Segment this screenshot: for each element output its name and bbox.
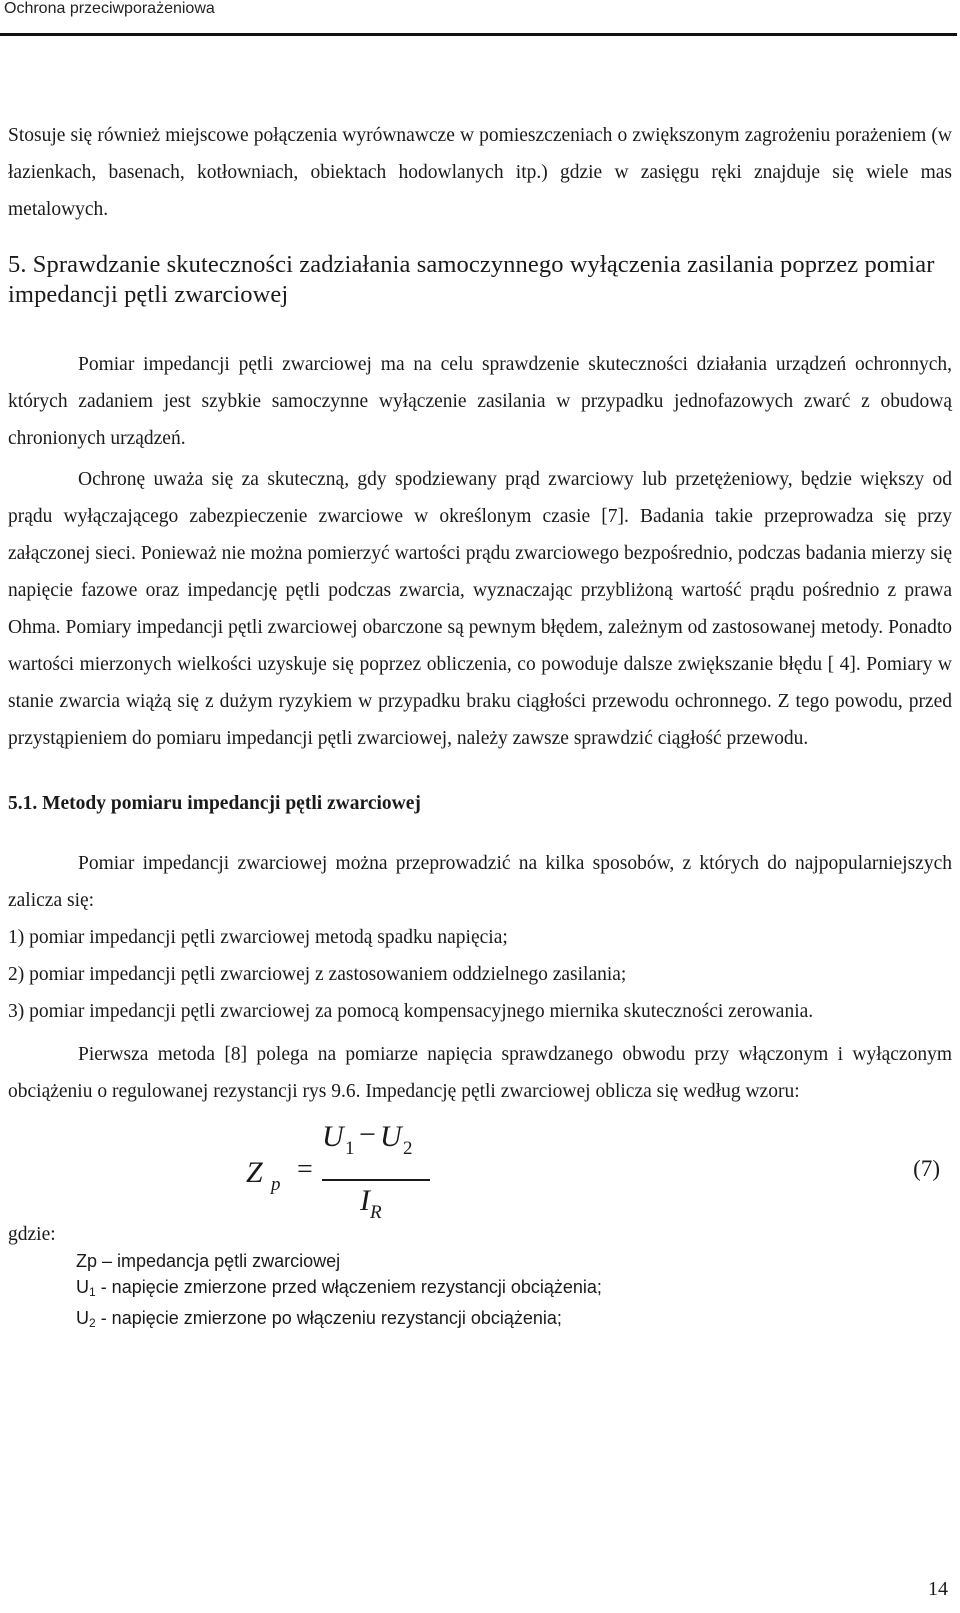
definition-u1-text: - napięcie zmierzone przed włączeniem rezystancji obciążenia; [95, 1277, 602, 1297]
formula-numerator-subscript-2: 2 [403, 1138, 413, 1159]
symbol-definitions [76, 1248, 952, 1336]
formula-denominator-subscript: R [370, 1202, 382, 1223]
definition-zp: Zp – impedancja pętli zwarciowej [76, 1251, 341, 1271]
paragraph-section-purpose: Pomiar impedancji pętli zwarciowej ma na celu sprawdzenie skuteczności działania urządzeń ochronnych, których zadaniem jest szybkie samoczynne wyłączenie zasilania w przypadku jednofazowych zwarć z obudową chronionych urządzeń. [8, 354, 952, 449]
definition-u2-symbol: U [76, 1308, 89, 1328]
definition-u2 [76, 1305, 952, 1336]
paragraph-intro: Stosuje się również miejscowe połączenia wyrównawcze w pomieszczeniach o zwiększonym zagrożeniu porażeniem (w łazienkach, basenach, kotłowniach, obiektach hodowlanych itp.) gdzie w zasięgu ręki znajduje się wiele mas metalowych. [8, 125, 952, 220]
formula-minus-sign: − [359, 1118, 376, 1151]
formula-block [8, 1118, 952, 1223]
impedance-formula [246, 1118, 446, 1223]
definition-u2-subscript: 2 [89, 1316, 96, 1330]
definition-u2-text: - napięcie zmierzone po włączeniu rezystancji obciążenia; [95, 1308, 562, 1328]
formula-denominator-symbol: I [360, 1184, 370, 1217]
subsection-title: 5.1. Metody pomiaru impedancji pętli zwarciowej [8, 793, 421, 814]
method-item-3: 3) pomiar impedancji pętli zwarciowej za pomocą kompensacyjnego miernika skuteczności zerowania. [8, 1001, 814, 1022]
where-label: gdzie: [8, 1224, 56, 1245]
page-number: 14 [928, 1578, 948, 1600]
formula-lhs-subscript: p [271, 1174, 281, 1195]
formula-numerator-subscript-1: 1 [345, 1138, 355, 1159]
paragraph-section-effectiveness: Ochronę uważa się za skuteczną, gdy spodziewany prąd zwarciowy lub przetężeniowy, będzie większy od prądu wyłączającego zabezpieczenie zwarciowe w określonym czasie [7]. Badania takie przeprowadza się przy załączonej sieci. Ponieważ nie można pomierzyć wartości prądu zwarciowego bezpośrednio, podczas badania mierzy się napięcie fazowe oraz impedancję pętli podczas zwarcia, wyznaczając przybliżoną wartość prądu pośrednio z prawa Ohma. Pomiary impedancji pętli zwarciowej obarczone są pewnym błędem, zależnym od zastosowanej metody. Ponadto wartości mierzonych wielkości uzyskuje się poprzez obliczenia, co powoduje dalsze zwiększanie błędu [ 4]. Pomiary w stanie zwarcia wiążą się z dużym ryzykiem w przypadku braku ciągłości przewodu ochronnego. Z tego powodu, przed przystąpieniem do pomiaru impedancji pętli zwarciowej, należy zawsze sprawdzić ciągłość przewodu. [8, 469, 952, 749]
page-content [8, 117, 952, 1336]
section-title: 5. Sprawdzanie skuteczności zadziałania samoczynnego wyłączenia zasilania poprzez pomiar impedancji pętli zwarciowej [8, 251, 935, 308]
method-item-1: 1) pomiar impedancji pętli zwarciowej metodą spadku napięcia; [8, 927, 508, 948]
method-item-2: 2) pomiar impedancji pętli zwarciowej z zastosowaniem oddzielnego zasilania; [8, 964, 627, 985]
paragraph-methods-intro: Pomiar impedancji zwarciowej można przeprowadzić na kilka sposobów, z których do najpopularniejszych zalicza się: [8, 853, 952, 911]
formula-numerator-symbol-2: U [380, 1120, 402, 1153]
definition-u1-subscript: 1 [89, 1285, 96, 1299]
header-rule [0, 33, 957, 36]
equation-number: (7) [913, 1156, 940, 1181]
formula-equals-sign: = [297, 1154, 313, 1185]
formula-fraction-bar [322, 1179, 430, 1181]
formula-numerator-symbol-1: U [322, 1120, 344, 1153]
definition-u1-symbol: U [76, 1277, 89, 1297]
paragraph-first-method: Pierwsza metoda [8] polega na pomiarze napięcia sprawdzanego obwodu przy włączonym i wyłączonym obciążeniu o regulowanej rezystancji rys 9.6. Impedancję pętli zwarciowej oblicza się według wzoru: [8, 1044, 952, 1102]
formula-lhs-symbol: Z [246, 1156, 263, 1189]
running-header: Ochrona przeciwporażeniowa [4, 0, 215, 17]
definition-u1 [76, 1274, 952, 1305]
